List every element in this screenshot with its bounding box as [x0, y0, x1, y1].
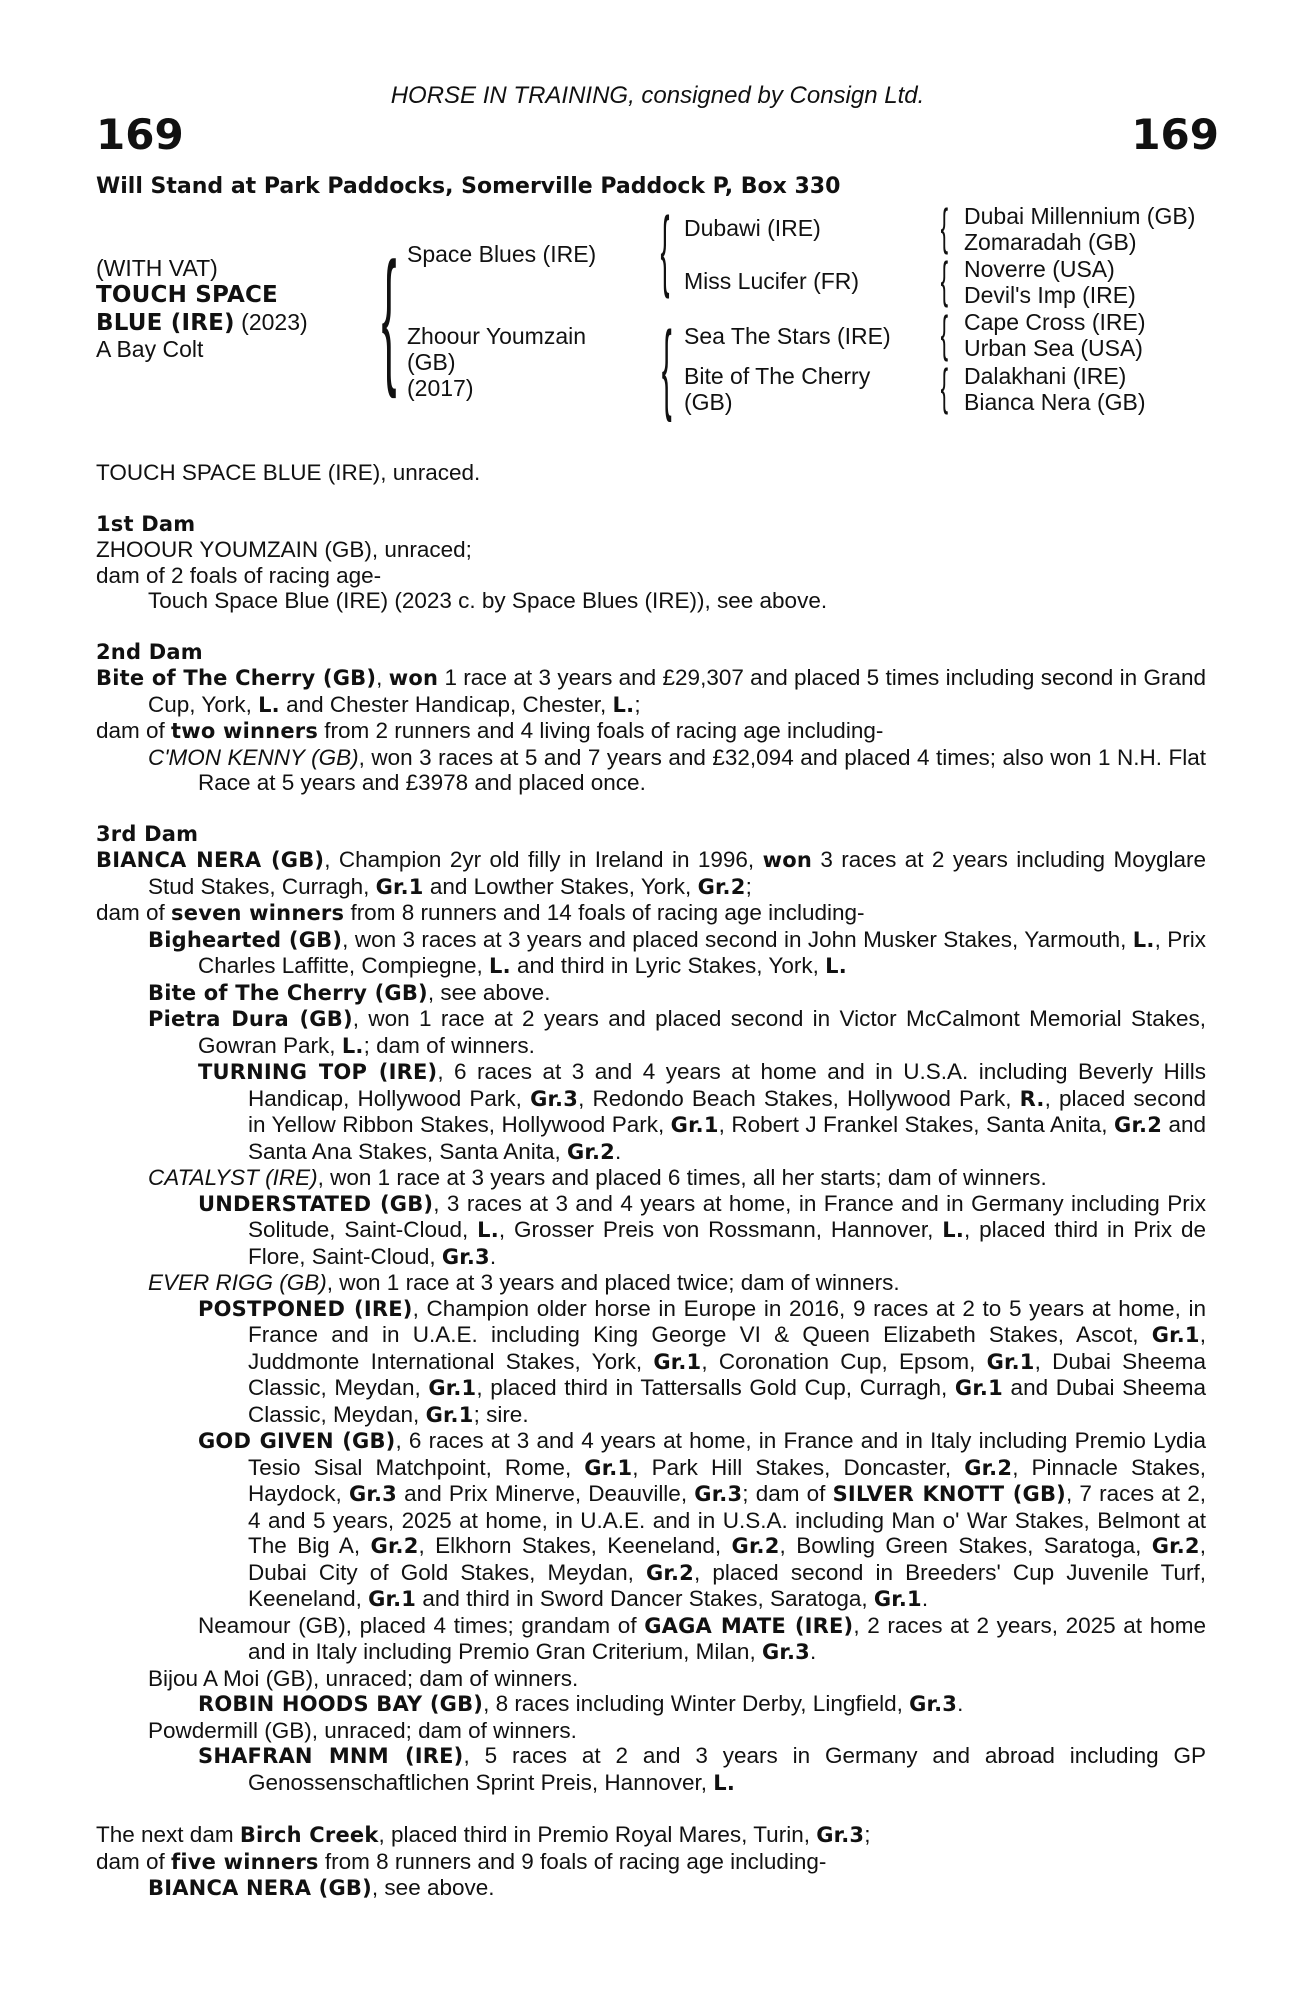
robin-hoods-bay: ROBIN HOODS BAY (GB), 8 races including Winter Derby, Lingfield, Gr.3. — [198, 1691, 964, 1716]
dam2-produce: dam of two winners from 2 runners and 4 living foals of racing age including- — [96, 718, 884, 743]
dam-line3: (2017) — [407, 375, 474, 401]
pedigree-table — [0, 0, 1315, 440]
g3-7: Dalakhani (IRE) — [964, 363, 1127, 389]
catalogue-body — [96, 460, 1206, 1902]
sire-dam: Miss Lucifer (FR) — [684, 268, 860, 294]
horse-name-line2: BLUE (IRE) — [96, 310, 235, 336]
dam1-foal: Touch Space Blue (IRE) (2023 c. by Space Blues (IRE)), see above. — [148, 588, 828, 613]
brace-sd: { — [940, 252, 949, 308]
dam-sire: Sea The Stars (IRE) — [684, 323, 891, 349]
dam-line2: (GB) — [407, 349, 456, 375]
brace-dd: { — [940, 359, 949, 415]
next-dam-bianca-nera: BIANCA NERA (GB), see above. — [148, 1875, 495, 1900]
dam-line1: Zhoour Youmzain — [407, 323, 587, 349]
g3-1: Dubai Millennium (GB) — [964, 203, 1196, 229]
brace-ds: { — [940, 306, 949, 362]
dam2-heading: 2nd Dam — [96, 639, 203, 664]
g3-5: Cape Cross (IRE) — [964, 309, 1146, 335]
brace-gen1: { — [381, 231, 397, 399]
postponed: POSTPONED (IRE), Champion older horse in Europe in 2016, 9 races at 2 to 5 years at home, in France and in U.A.E. including King George VI & Queen Elizabeth Stakes, Ascot, Gr.1, Juddmonte International Stakes, York, Gr.1, Coronation Cup, Epsom, Gr.1, Dubai Sheema Classic, Meydan, Gr.1, placed third in Tattersalls Gold Cup, Curragh, Gr.1 and Dubai Sheema Classic, Meydan, Gr.1; sire. — [198, 1295, 1207, 1427]
understated: UNDERSTATED (GB), 3 races at 3 and 4 years at home, in France and in Germany including Prix Solitude, Saint-Cloud, L., Grosser Preis von Rossmann, Hannover, L., placed third in Prix de Flore, Saint-Cloud, Gr.3. — [198, 1190, 1206, 1269]
bighearted: Bighearted (GB), won 3 races at 3 years and placed second in John Musker Stakes, Yarmouth, L., Prix Charles Laffitte, Compiegne, L. and third in Lyric Stakes, York, L. — [148, 926, 1206, 978]
dam1-line2: dam of 2 foals of racing age- — [96, 562, 382, 588]
sire-sire: Dubawi (IRE) — [684, 215, 821, 241]
dam2-cmon-kenny: C'MON KENNY (GB), won 3 races at 5 and 7 years and £32,094 and placed 4 times; also won 1 N.H. Flat Race at 5 years and £3978 and placed once. — [148, 744, 1206, 795]
dam-dam-line1: Bite of The Cherry — [684, 363, 871, 389]
lot-number-right: 169 — [1131, 110, 1219, 159]
dam1-line1: ZHOOUR YOUMZAIN (GB), unraced; — [96, 537, 472, 562]
dam3-produce: dam of seven winners from 8 runners and 14 foals of racing age including- — [96, 900, 865, 925]
ever-rigg: EVER RIGG (GB), won 1 race at 3 years and placed twice; dam of winners. — [148, 1270, 900, 1295]
next-dam: The next dam Birch Creek, placed third in Premio Royal Mares, Turin, Gr.3; — [96, 1822, 871, 1847]
lot-number-left: 169 — [96, 110, 184, 159]
pietra-dura: Pietra Dura (GB), won 1 race at 2 years and placed second in Victor McCalmont Memorial Stakes, Gowran Park, L.; dam of winners. — [148, 1006, 1206, 1058]
g3-6: Urban Sea (USA) — [964, 335, 1143, 361]
bite-of-the-cherry: Bite of The Cherry (GB), see above. — [148, 979, 551, 1005]
horse-year: (2023) — [241, 309, 308, 335]
g3-2: Zomaradah (GB) — [964, 229, 1137, 255]
dam3-record: BIANCA NERA (GB), Champion 2yr old filly in Ireland in 1996, won 3 races at 2 years including Moyglare Stud Stakes, Curragh, Gr.1 and Lowther Stakes, York, Gr.2; — [96, 847, 1206, 899]
intro-line: TOUCH SPACE BLUE (IRE), unraced. — [96, 460, 481, 485]
shafran-mnm: SHAFRAN MNM (IRE), 5 races at 2 and 3 years in Germany and abroad including GP Genossenschaftlichen Sprint Preis, Hannover, L. — [198, 1743, 1206, 1795]
consignment-line: HORSE IN TRAINING, consigned by Consign Ltd. — [390, 82, 925, 109]
brace-dam: { — [661, 311, 672, 423]
dam-dam-line2: (GB) — [684, 389, 733, 415]
next-dam-produce: dam of five winners from 8 runners and 9 foals of racing age including- — [96, 1848, 827, 1874]
dam2-record: Bite of The Cherry (GB), won 1 race at 3 years and £29,307 and placed 5 times including second in Grand Cup, York, L. and Chester Handicap, Chester, L.; — [96, 665, 1206, 717]
powdermill: Powdermill (GB), unraced; dam of winners. — [148, 1717, 577, 1743]
horse-name-line1: TOUCH SPACE — [96, 282, 278, 308]
g3-3: Noverre (USA) — [964, 256, 1115, 282]
stand-location: Will Stand at Park Paddocks, Somerville Paddock P, Box 330 — [96, 174, 841, 199]
g3-8: Bianca Nera (GB) — [964, 389, 1146, 415]
vat-note: (WITH VAT) — [96, 255, 218, 281]
catalyst: CATALYST (IRE), won 1 race at 3 years and placed 6 times, all her starts; dam of winners. — [148, 1165, 1047, 1190]
neamour: Neamour (GB), placed 4 times; grandam of GAGA MATE (IRE), 2 races at 2 years, 2025 at home and in Italy including Premio Gran Criterium, Milan, Gr.3. — [198, 1612, 1206, 1664]
dam1-heading: 1st Dam — [96, 511, 196, 536]
sire: Space Blues (IRE) — [407, 241, 597, 267]
brace-sire: { — [660, 200, 670, 300]
g3-4: Devil's Imp (IRE) — [964, 282, 1136, 308]
bijou-a-moi: Bijou A Moi (GB), unraced; dam of winners. — [148, 1665, 579, 1691]
turning-top: TURNING TOP (IRE), 6 races at 3 and 4 years at home and in U.S.A. including Beverly Hills Handicap, Hollywood Park, Gr.3, Redondo Beach Stakes, Hollywood Park, R., placed second in Yellow Ribbon Stakes, Hollywood Park, Gr.1, Robert J Frankel Stakes, Santa Anita, Gr.2 and Santa Ana Stakes, Santa Anita, Gr.2. — [198, 1059, 1207, 1164]
horse-description: A Bay Colt — [96, 336, 204, 362]
god-given: GOD GIVEN (GB), 6 races at 3 and 4 years at home, in France and in Italy including Premio Lydia Tesio Sisal Matchpoint, Rome, Gr.1, Park Hill Stakes, Doncaster, Gr.2, Pinnacle Stakes, Haydock, Gr.3 and Prix Minerve, Deauville, Gr.3; dam of SILVER KNOTT (GB), 7 races at 2, 4 and 5 years, 2025 at home, in U.A.E. and in U.S.A. including Man o' War Stakes, Belmont at The Big A, Gr.2, Elkhorn Stakes, Keeneland, Gr.2, Bowling Green Stakes, Saratoga, Gr.2, Dubai City of Gold Stakes, Meydan, Gr.2, placed second in Breeders' Cup Juvenile Turf, Keeneland, Gr.1 and third in Sword Dancer Stakes, Saratoga, Gr.1. — [198, 1428, 1207, 1611]
dam3-heading: 3rd Dam — [96, 821, 199, 846]
brace-ss: { — [940, 199, 949, 255]
